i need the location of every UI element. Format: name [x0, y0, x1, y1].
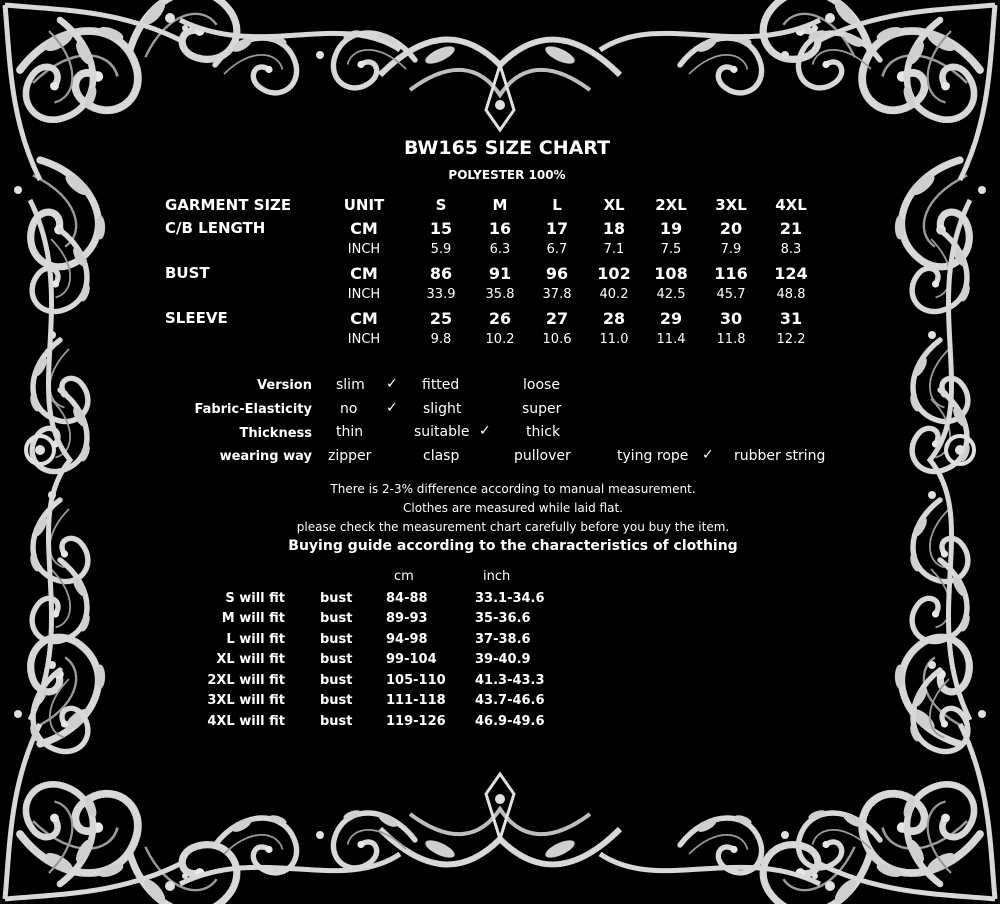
guide-col-inch: inch	[483, 569, 511, 584]
note-text: Clothes are measured while laid flat.	[403, 501, 623, 515]
header-size-xl: XL	[603, 196, 625, 214]
unit-cm: CM	[350, 309, 378, 328]
table-cell: 96	[545, 264, 569, 283]
chart-title: BW165 SIZE CHART	[403, 137, 611, 159]
guide-part: bust	[320, 652, 353, 667]
guide-fit: 2XL will fit	[207, 673, 285, 688]
attr-option: suitable	[414, 424, 470, 440]
table-cell: 37.8	[542, 287, 572, 302]
header-size-4xl: 4XL	[775, 196, 807, 214]
header-size-3xl: 3XL	[715, 196, 747, 214]
table-cell: 40.2	[599, 287, 629, 302]
attr-option: tying rope	[617, 448, 689, 464]
guide-inch: 35-36.6	[475, 611, 531, 626]
guide-cm: 119-126	[386, 714, 446, 729]
attr-option: thin	[336, 424, 364, 440]
unit-cm: CM	[350, 219, 378, 238]
measure-label: C/B LENGTH	[165, 219, 266, 237]
table-cell: 48.8	[776, 287, 806, 302]
table-cell: 21	[779, 219, 803, 238]
guide-cm: 111-118	[386, 693, 446, 708]
table-cell: 7.9	[720, 242, 742, 257]
check-icon: ✓	[386, 400, 398, 416]
table-cell: 12.2	[776, 332, 806, 347]
attr-option: no	[340, 401, 358, 417]
unit-inch: INCH	[347, 332, 381, 347]
table-cell: 42.5	[656, 287, 686, 302]
table-cell: 10.2	[485, 332, 515, 347]
note-text: There is 2-3% difference according to manual measurement.	[330, 482, 696, 496]
table-cell: 7.1	[603, 242, 625, 257]
header-size-l: L	[552, 196, 562, 214]
unit-inch: INCH	[347, 287, 381, 302]
table-cell: 9.8	[430, 332, 452, 347]
guide-inch: 46.9-49.6	[475, 714, 545, 729]
guide-part: bust	[320, 693, 353, 708]
table-cell: 108	[654, 264, 688, 283]
guide-inch: 43.7-46.6	[475, 693, 545, 708]
guide-inch: 37-38.6	[475, 632, 531, 647]
guide-fit: M will fit	[221, 611, 285, 626]
guide-part: bust	[320, 632, 353, 647]
guide-inch: 39-40.9	[475, 652, 531, 667]
guide-fit: S will fit	[225, 591, 285, 606]
table-cell: 35.8	[485, 287, 515, 302]
guide-part: bust	[320, 591, 353, 606]
check-icon: ✓	[702, 447, 714, 463]
guide-title: Buying guide according to the characteristics of clothing	[288, 538, 738, 554]
table-cell: 33.9	[426, 287, 456, 302]
unit-cm: CM	[350, 264, 378, 283]
attr-option: slight	[423, 401, 462, 417]
attr-option: rubber string	[734, 448, 826, 464]
table-cell: 26	[488, 309, 512, 328]
table-cell: 6.3	[489, 242, 511, 257]
guide-cm: 99-104	[386, 652, 437, 667]
attr-elasticity-label: Fabric-Elasticity	[194, 402, 312, 417]
measure-label: BUST	[165, 264, 210, 282]
table-cell: 86	[429, 264, 453, 283]
table-cell: 91	[488, 264, 512, 283]
header-unit: UNIT	[343, 196, 385, 214]
table-cell: 28	[602, 309, 626, 328]
table-cell: 45.7	[716, 287, 746, 302]
attr-option: super	[522, 401, 562, 417]
guide-col-cm: cm	[394, 569, 414, 584]
guide-part: bust	[320, 673, 353, 688]
table-cell: 6.7	[546, 242, 568, 257]
header-size-s: S	[435, 196, 447, 214]
guide-cm: 84-88	[386, 591, 428, 606]
table-cell: 124	[774, 264, 808, 283]
guide-cm: 89-93	[386, 611, 428, 626]
attr-option: pullover	[514, 448, 571, 464]
table-cell: 19	[659, 219, 683, 238]
attr-option: loose	[523, 377, 560, 393]
guide-fit: 4XL will fit	[207, 714, 285, 729]
table-cell: 30	[719, 309, 743, 328]
table-cell: 5.9	[430, 242, 452, 257]
table-cell: 15	[429, 219, 453, 238]
table-cell: 25	[429, 309, 453, 328]
table-cell: 17	[545, 219, 569, 238]
guide-inch: 41.3-43.3	[475, 673, 545, 688]
table-cell: 116	[714, 264, 748, 283]
unit-inch: INCH	[347, 242, 381, 257]
table-cell: 29	[659, 309, 683, 328]
attr-thickness-label: Thickness	[239, 426, 312, 441]
table-cell: 11.0	[599, 332, 629, 347]
guide-cm: 94-98	[386, 632, 428, 647]
attr-version-label: Version	[257, 378, 312, 393]
attr-option: zipper	[328, 448, 372, 464]
table-cell: 11.4	[656, 332, 686, 347]
attr-option: slim	[336, 377, 365, 393]
table-cell: 10.6	[542, 332, 572, 347]
table-cell: 7.5	[660, 242, 682, 257]
guide-part: bust	[320, 714, 353, 729]
table-cell: 102	[597, 264, 631, 283]
attr-option: fitted	[422, 377, 460, 393]
table-cell: 18	[602, 219, 626, 238]
table-cell: 20	[719, 219, 743, 238]
note-text: please check the measurement chart carefully before you buy the item.	[296, 520, 730, 534]
header-size-m: M	[492, 196, 508, 214]
header-garment-size: GARMENT SIZE	[165, 196, 292, 214]
guide-inch: 33.1-34.6	[475, 591, 545, 606]
attr-wearing-way-label: wearing way	[219, 449, 312, 464]
table-cell: 31	[779, 309, 803, 328]
guide-fit: 3XL will fit	[207, 693, 285, 708]
measure-label: SLEEVE	[165, 309, 228, 327]
table-cell: 8.3	[780, 242, 802, 257]
header-size-2xl: 2XL	[655, 196, 687, 214]
attr-option: thick	[526, 424, 561, 440]
check-icon: ✓	[386, 376, 398, 392]
attr-option: clasp	[423, 448, 460, 464]
guide-part: bust	[320, 611, 353, 626]
table-cell: 11.8	[716, 332, 746, 347]
table-cell: 27	[545, 309, 569, 328]
material-label: POLYESTER 100%	[448, 168, 566, 182]
guide-fit: XL will fit	[216, 652, 285, 667]
table-cell: 16	[488, 219, 512, 238]
guide-cm: 105-110	[386, 673, 446, 688]
check-icon: ✓	[479, 423, 491, 439]
guide-fit: L will fit	[226, 632, 285, 647]
